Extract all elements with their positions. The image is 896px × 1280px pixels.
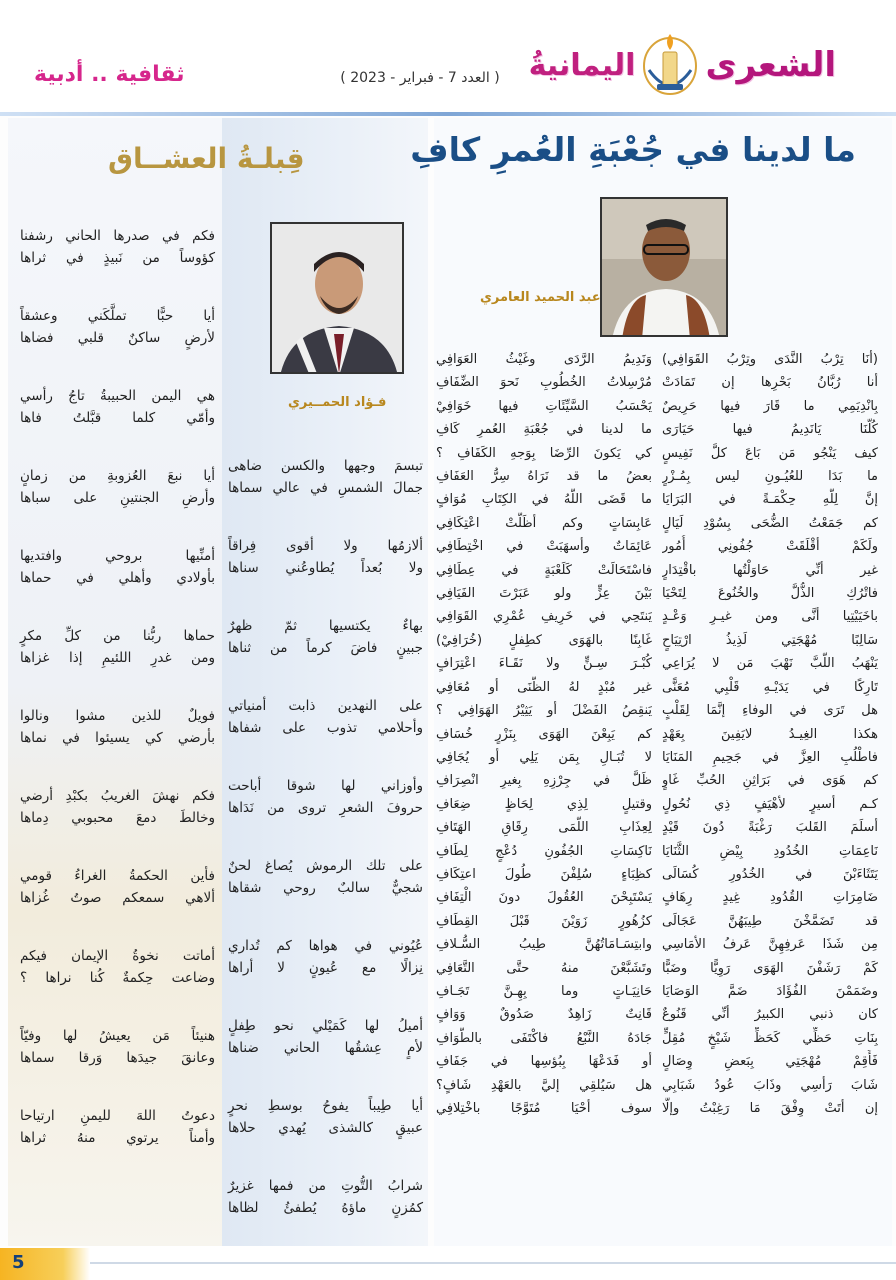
verse [20,225,215,269]
page-number: 5 [12,1252,25,1273]
verse [228,535,423,579]
poem-line: سوف أحْيَا مُتَوَّجًا باخْتِلافِي [436,1101,652,1116]
verse-hemistich: فكم نهشَ الغريبُ بكبْدِ أرضي [20,788,215,804]
poem-line: وَنَدِيمُ الرَّدَى وغَيْثُ العَوَافِي [436,352,652,367]
verse-hemistich: عُيُوني في هواها كم تُداري [228,938,423,954]
verse-hemistich: على النهدين ذابت أمنياتي [228,698,423,714]
verse-hemistich: على تلك الرموش يُصاغ لحنٌ [228,858,423,874]
poem-line: كم هَوَى في بَرَاثِنِ الحُبِّ غَاوٍ [662,773,878,789]
poem-line: سَالِبًا مُهْجَتِي لَذِيذُ ارْتِيَاحٍ [662,632,878,648]
verse-hemistich: فأين الحكمةُ الغراءُ قومي [20,868,215,884]
author-photo-hemiri [270,222,404,374]
verse-hemistich: أمنِّيها بروحي وافتديها [20,548,215,564]
poem-line: لِعِذَابِ اللُّمَى رِقَاقِ الهَتَافِ [436,820,652,836]
verse [228,1015,423,1059]
poem-line: فاتْرُكِ الذُّلَّ والخُنُوعَ لِتَحْيَا [662,586,878,602]
candle-logo-icon [641,30,699,100]
verse-hemistich: وأوزاني لها شوقا أباحت [228,778,423,794]
poem-line: إنَّ لِلَّهِ حِكْمَـةً في البَرَايَا [662,492,878,508]
left-article-title: قِبلـةُ العشــاق [108,142,305,175]
verse [228,935,423,979]
poem-line: ولَكَمْ أقْلَقَتْ جُفُونِي أُمُور [662,539,878,555]
verse-hemistich: شجيٌّ سالبٌ روحي شقاها [228,880,423,896]
verse-hemistich: وأمناً يرتوي منهُ ثراها [20,1130,215,1146]
poem-line: هكذا الغِيـدُ لايَفِينَ بِعَهْدٍ [662,726,878,742]
poem-line: يَحْسَبُ السَّيِّئَاتِ فيها خَوَافِيْ [436,398,652,414]
poem-line: كيف يَنْجُو مَن بَاعَ كلَّ نَفِيسٍ [662,445,878,461]
verse-hemistich: ومن غدرِ اللئيمِ إذا غزاها [20,650,215,666]
masthead-word-1: الشعرى [705,45,836,85]
poem-line: كم يَبِعْنَ الهَوَى بِنَزْرٍ خُسَافِ [436,726,652,742]
verse [228,695,423,739]
verse-hemistich: فويلٌ للذين مشوا ونالوا [20,708,215,724]
poem-line: غير مُبْدٍ لهُ الظَّنَى أو مُعَافِي [436,679,652,695]
poem-line: بَيْنَ عِزٍّ ولو عَبَرْتَ الفَيَافِي [436,586,652,602]
verse-hemistich: وضاعت حِكمةٌ كُنا نراها ؟ [20,970,215,986]
section-label: ثقافية .. أدبية [34,62,185,87]
verse-hemistich: وعانقَ جيدَها وَرقا سماها [20,1050,215,1066]
poem-line: بِنَاتِ حَظِّي كَحَظِّ شَيْخٍ مُقِلٍّ [662,1030,878,1046]
verse-hemistich: شرابُ التُّوتِ من فمها غزيرٌ [228,1178,423,1194]
poem-line: قَانِتٌ زَاهِدٌ صَدُوقٌ وَوَافٍ [436,1007,652,1023]
verse [20,1105,215,1149]
verse-hemistich: ولا بُعداً يُطاوعُني سناها [228,560,423,576]
verse [20,465,215,509]
verse-hemistich: حماها ربُّنا من كلِّ مكرٍ [20,628,215,644]
poem-line: مِن شَذَا عَرفِهِنَّ عَرفُ الأمَاسِي [662,937,878,953]
issue-info: ( العدد 7 - فبراير - 2023 ) [340,70,500,86]
verse-hemistich: دعوتُ اللهَ لليمنِ ارتياحا [20,1108,215,1124]
poem-line: كـم أسيرٍ لأهْيَفٍ ذِي نُحُولٍ [662,796,878,812]
poem-line: كزُهُورٍ زَوَيْنَ قَبْلَ القِطَافِ [436,913,652,929]
header-divider [0,112,896,116]
left-article-author: فـؤاد الحمــيري [288,395,387,410]
poem-line: ما قَضَى اللَّهُ في الكِتَابِ مُوَافٍ [436,492,652,508]
poem-line: إن أتَتْ وِفْقَ مَا رَغِبْتُ وإلَّا [662,1101,878,1116]
poem-line: ما بَدَا للعُيُـونِ ليس بِمُـزْرٍ [662,469,878,485]
poem-line: مُرْسِلاتُ الخُطُوبِ نَحوَ الضِّفَافِ [436,375,652,391]
author-photo-amiri [600,197,728,337]
poem-line: ظَلَّ في جِرْزِهِ بِغيرِ انْصِرَافِ [436,773,652,789]
poem-line: يَنقِصُ الفَضْلَ أو يَثِيْرُ الهَوَافِي ؟ [436,703,652,719]
poem-line: أسلَمَ القَلبَ رَغْبَةً دُونَ قَيْدٍ [662,820,878,836]
poem-line: لا تُبَـالِ بِمَن يَلِي أو يُجَافِي [436,749,652,765]
verse [20,865,215,909]
verse-hemistich: فكم في صدرها الحاني رشفنا [20,228,215,244]
poem-line: ضَامِرَاتِ القُدُودِ غِيدٍ رِهَافٍ [662,890,878,906]
verse [20,1025,215,1069]
masthead-word-2: اليمانيةُ [528,47,636,83]
poem-line: كَمْ رَشَفْنَ الهَوَى رَوِيًّا وضَبًّا [662,960,878,976]
poem-line: يَتَثَاءَبْنَ في الخُدُورِ كُسَالَى [662,866,878,882]
verse [228,1095,423,1139]
verse-hemistich: عبيقٍ كالشذى يُهدي حلاها [228,1120,423,1136]
verse-hemistich: وخالطَ دمعَ محبوبي دِماها [20,810,215,826]
poem-line: يَسْتَبِحْنَ العُقُولَ دونَ الْتِفَافِ [436,890,652,906]
poem-line: هل تَرَى في الوفاءِ إنَّمَا لِقَلْبٍ [662,703,878,719]
poem-line: (أنَا تِرْبُ النَّدَى وتِرْبُ القَوَافِي) [662,352,878,367]
poem-line: وقتيلٍ لِذِي لِحَاظٍ ضِعَافِ [436,796,652,812]
verse [20,945,215,989]
poem-line: غير أنِّي حَاوَلْتُها باقْتِدَارٍ [662,562,878,578]
verse-hemistich: وأمّي كلما قبَّلتُ فاها [20,410,215,426]
verse-hemistich: بهاءٌ يكتسيها ثمّ ظهرٌ [228,618,423,634]
poem-line: كُبْـرَ سِـنٍّ ولا نَقَـاءَ اعْتِرَافٍ [436,656,652,672]
magazine-masthead [529,30,836,100]
verse [20,705,215,749]
poem-line: بِانْدِيَمِي ما قَارَ فيها حَرِيصٌ [662,398,878,414]
poem-line: وتَشَبَّعْنَ منهُ حتَّى التَّعَافِي [436,960,652,976]
poem-line: جَادَهُ النَّبْعُ فاكْتَفَى بالطَّوَافِ [436,1030,652,1046]
verse [228,1175,423,1219]
poem-line: فاطْلُبِ العِزَّ في جَحِيمِ المَنَايَا [662,749,878,765]
right-article-author: عبد الحميد العامري [480,290,601,305]
verse-hemistich: هي اليمن الحبيبةُ تاجُ رأسي [20,388,215,404]
poem-line: وضَمَمْنَ الفُؤَادَ ضَمَّ الوَصَايَا [662,983,878,999]
poem-line: بعضُ ما قد نَرَاهُ سِرُّ العَفَافِ [436,469,652,485]
poem-line: كان ذنبي الكبيرُ أنِّي قَنُوعٌ [662,1007,878,1023]
verse-hemistich: كمُزنٍ ماؤهُ يُطفئُ لظاها [228,1200,423,1216]
verse-hemistich: أماتت نخوةُ الإيمان فيكم [20,948,215,964]
page-number-tab [0,1248,90,1280]
verse-hemistich: أميلُ لها كَمَيْلي نحو طِفلٍ [228,1018,423,1034]
verse-hemistich: بأولادي وأهلي في حماها [20,570,215,586]
verse-hemistich: لأمٍ عِشقُها الحاني ضناها [228,1040,423,1056]
verse-hemistich: أيا حبًّا تملَّكَني وعشقاً [20,308,215,324]
poem-line: ما لدينا في جُعْبَةِ العُمرِ كَافِ [436,422,652,438]
verse-hemistich: جبينٍ فاضَ كرماً من ثناها [228,640,423,656]
verse [20,545,215,589]
verse-hemistich: ألاهي سمعكم صوتُ غُزاها [20,890,215,906]
verse [20,305,215,349]
poem-line: حَانِيَـاتٍ وما بِهِـنَّ تَجَـافِ [436,983,652,999]
poem-line: نَاكِسَاتِ الجُفُونِ دُعْجٍ لِطَافِ [436,843,652,859]
poem-line: هل سَيُلقِي إليَّ بالعَهْدِ شَافٍ؟ [436,1077,652,1093]
footer-divider [90,1262,896,1264]
poem-line: كظِبَاءٍ سُلِفْنَ طُولَ اعتِكَافِ [436,866,652,882]
verse-hemistich: أيا نبعَ العُزوبةِ من زمانٍ [20,468,215,484]
verse-hemistich: وأحلامي تذوب على شفاها [228,720,423,736]
poem-line: قد تَضَمَّخْنَ طِيبَهُنَّ عَجَالَى [662,913,878,929]
right-article-title: ما لدينا في جُعْبَةِ العُمرِ كافِ [410,130,856,169]
verse-hemistich: حروفَ الشعرِ تروى من نَدَاها [228,800,423,816]
poem-line: فاسْتَحَالَتْ كَلَعْبَةٍ في عِطَافِي [436,562,652,578]
poem-line: تَارِكًا في يَدَيْـهِ قَلْبِي مُعَنًّى [662,679,878,695]
poem-line: باخَيَيْتِيا أنَّى ومن غيـرِ وَعْـدٍ [662,609,878,625]
poem-line: يَنْهَبُ اللُّبَّ نَهْبَ مَن لا يُرَاعِي [662,656,878,672]
poem-line: عَابِسَاتٍ وكم أظَلَّتْ اعْتِكَافِي [436,515,652,531]
verse [228,455,423,499]
verse-hemistich: بأرضي كي يسيئوا في نماها [20,730,215,746]
verse-hemistich: كؤوساً من نَبيذٍ في ثراها [20,250,215,266]
poem-line: كُلُّنَا يَانَدِيمُ فيها حَيَارَى [662,422,878,438]
right-poem-column-first [662,348,878,1120]
poem-line: شَابَ رَأسِي وذَابَ عُودُ شَبَابِي [662,1077,878,1093]
poem-line: أو فَدَعْهَا بِبُؤسِها في جَفَافِ [436,1054,652,1070]
verse-hemistich: لأرضٍ ساكنٌ قلبي فضاها [20,330,215,346]
verse-hemistich: نِزالًا مع عُيونٍ لا أراها [228,960,423,976]
poem-line: أنا رُبَّانُ بَحْرِها إن تَمَادَتْ [662,375,878,391]
verse-hemistich: جمالَ الشمسِ في عالي سماها [228,480,423,496]
verse-hemistich: ألازمُها ولا أقوى فِراقاً [228,538,423,554]
verse [20,385,215,429]
verse [228,855,423,899]
verse [20,785,215,829]
poem-line: فَأَقِمْ مُهْجَتِي بِبَعضِ وِصَالٍ [662,1054,878,1070]
verse-hemistich: وأرضِ الجنتينِ على سباها [20,490,215,506]
poem-line: كي يَكونَ الرِّضَا بِوَجهِ الكَفَافِ ؟ [436,445,652,461]
page-header [0,0,896,112]
verse [228,615,423,659]
poem-line: وابتِسَـامَاتُهُنَّ طِيبُ السُّـلافِ [436,937,652,953]
verse-hemistich: أيا طِيباً يفوحُ بوسطِ نحرٍ [228,1098,423,1114]
poem-line: نَاعِمَاتِ الخُدُودِ بِيْضِ الثَّنَايَا [662,843,878,859]
verse-hemistich: تبسمَ وجهها والكسن ضاهى [228,458,423,474]
poem-line: كم جَمَعْتُ الضُّحَى بِسُوْدِ لَيَالٍ [662,515,878,531]
poem-line: غَابِنًا بالهَوَى كطِفلٍ (خُرَافِيْ) [436,632,652,648]
right-poem-column-second [436,348,652,1120]
verse [20,625,215,669]
verse-hemistich: هنيئاً مَن يعيشُ لها وفيّاً [20,1028,215,1044]
poem-line: عَائِمَاتٌ وأسهَبَتْ في اخْتِطَافِي [436,539,652,555]
poem-line: يَنتَحِي في خَرِيفِ عُمْرِي القَوَافِي [436,609,652,625]
verse [228,775,423,819]
